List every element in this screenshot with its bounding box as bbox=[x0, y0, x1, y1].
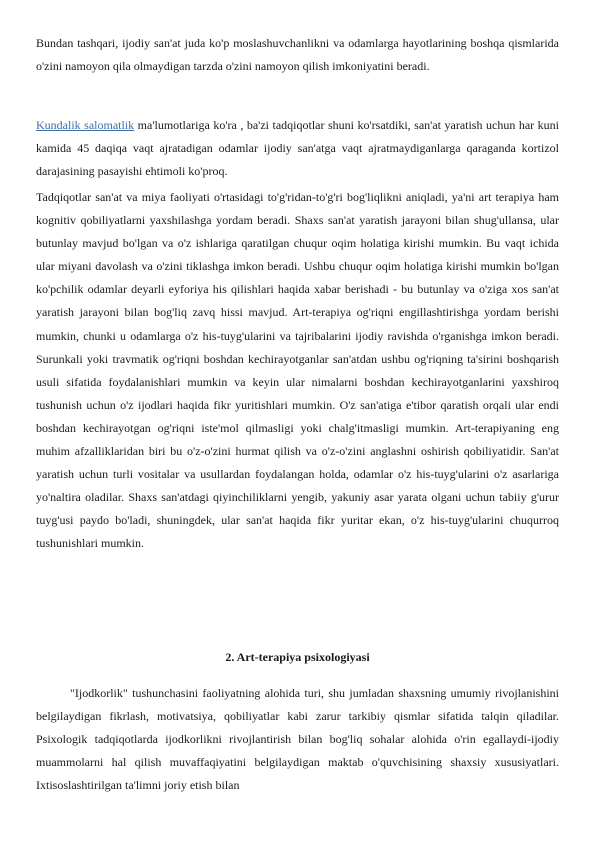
daily-health-link[interactable]: Kundalik salomatlik bbox=[36, 118, 135, 132]
paragraph-intro: Bundan tashqari, ijodiy san'at juda ko'p moslashuvchanlikni va odamlarga hayotlarining boshqa qismlarida o'zini namoyon qila olmaydigan tarzda o'zini namoyon qilish imkoniyatini beradi. bbox=[36, 36, 559, 74]
paragraph-creativity: "Ijodkorlik" tushunchasini faoliyatning alohida turi, shu jumladan shaxsning umumiy rivojlanishini belgilaydigan fikrlash, motivatsiya, qobiliyatlar kabi zarur tarkibiy qismlar sifatida talqin qiladilar. Psixologik tadqiqotlarda ijodkorlikni rivojlantirish bilan bog'liq sohalar alohida o'rin egallaydi-ijodiy muammolarni hal qilish muvaffaqiyatini belgilaydigan maktab o'quvchisining shaxsiy xususiyatlari. Ixtisoslashtirilgan ta'limni joriy etish bilan bbox=[36, 686, 559, 793]
paragraph-daily-health-text: ma'lumotlariga ko'ra , ba'zi tadqiqotlar shuni ko'rsatdiki, san'at yaratish uchun har kuni kamida 45 daqiqa vaqt ajratadigan odamlar ijodiy san'atga vaqt ajratmaydiganlarga qaraganda kortizol darajasining pasayishi ehtimoli ko'proq. bbox=[36, 118, 559, 179]
paragraph-daily-health bbox=[36, 114, 559, 183]
section-heading: 2. Art-terapiya psixologiyasi bbox=[225, 650, 370, 664]
paragraph-research: Tadqiqotlar san'at va miya faoliyati o'rtasidagi to'g'ridan-to'g'ri bog'liqlikni aniqladi, ya'ni art terapiya ham kognitiv qobiliyatlarni yaxshilashga yordam beradi. Shaxs san'at yaratish jarayoni bilan shug'ullansa, ular butunlay mavjud bo'lgan va o'z ishlariga qaratilgan chuqur oqim holatiga kirishi mumkin. Bu vaqt ichida ular miyani davolash va o'zini tiklashga imkon beradi. Ushbu chuqur oqim holatiga kirishi mumkin bo'lgan ko'pchilik odamlar deyarli eyforiya his qilishlari haqida xabar berishadi - bu butunlay va o'ziga xos san'at yaratish jarayoni bilan bog'liq zavq hissi mavjud. Art-terapiya og'riqni engillashtirishga yordam berishi mumkin, chunki u odamlarga o'z his-tuyg'ularini va tajribalarini ijodiy ravishda o'rganishga imkon beradi. Surunkali yoki travmatik og'riqni boshdan kechirayotganlar san'atdan ushbu og'riqning ta'sirini boshqarish usuli sifatida foydalanishlari mumkin va keyin ular nimalarni boshdan kechirayotganlarini yaxshiroq tushunish uchun o'z ijodlari haqida fikr yuritishlari mumkin. O'z san'atiga e'tibor qaratish orqali ular endi boshdan kechirayotgan og'riqni iste'mol qilmasligi yoki chalg'itmasligi mumkin. Art-terapiyaning eng muhim afzalliklaridan biri bu o'z-o'zini hurmat qilish va o'z-o'zini anglashni oshirish qobiliyatidir. San'at yaratish uchun turli vositalar va usullardan foydalangan holda, odamlar o'z his-tuyg'ularini o'z asarlariga yo'naltira oladilar. Shaxs san'atdagi qiyinchiliklarni yengib, yakuniy asar yarata olgani uchun tabiiy g'urur tuyg'usi paydo bo'ladi, shuningdek, ular san'at haqida fikr yuritar ekan, o'z his-tuyg'ularini chuqurroq tushunishlari mumkin. bbox=[36, 190, 559, 551]
